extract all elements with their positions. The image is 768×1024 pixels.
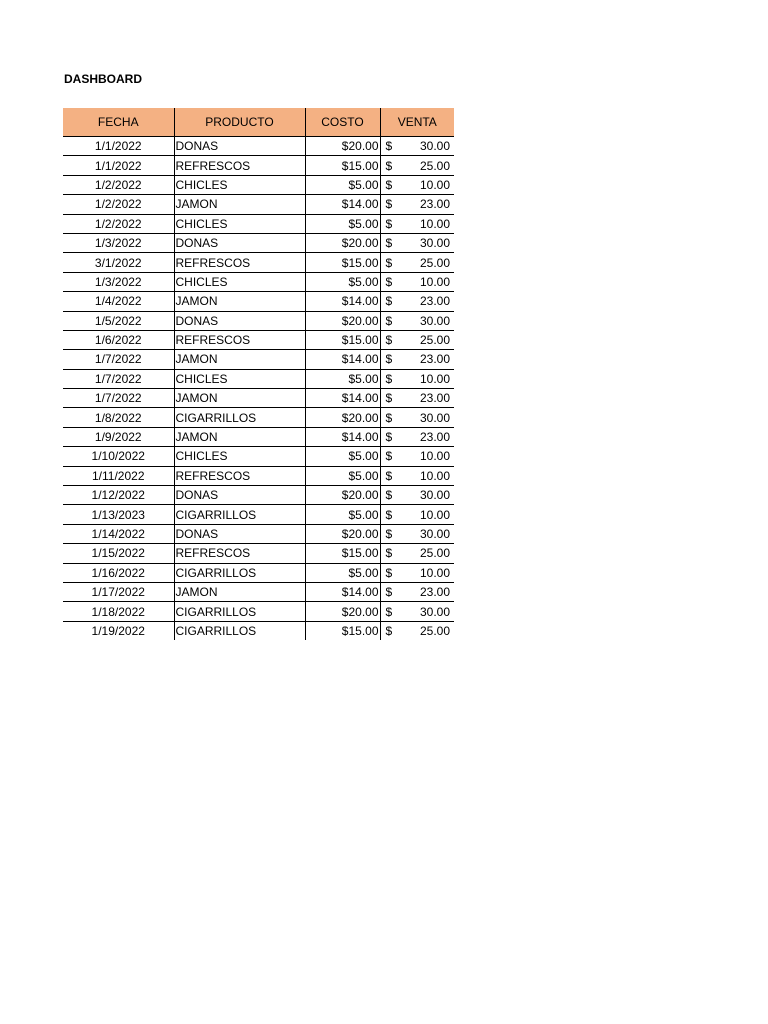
cell-costo[interactable]: $5.00 [305,175,380,194]
header-venta[interactable]: VENTA [380,108,454,137]
currency-symbol: $ [385,177,393,192]
currency-symbol: $ [385,527,393,541]
venta-amount: 30.00 [419,236,450,251]
cell-fecha[interactable]: 1/19/2022 [63,621,174,640]
currency-symbol: $ [385,585,393,600]
cell-producto[interactable]: DONAS [174,486,305,505]
table-row [63,466,454,485]
cell-producto[interactable]: REFRESCOS [174,330,305,349]
cell-venta[interactable] [380,272,454,291]
cell-producto[interactable]: JAMON [174,195,305,214]
currency-symbol: $ [385,604,393,619]
cell-venta[interactable] [380,330,454,349]
table-row [63,272,454,291]
venta-amount: 30.00 [419,527,450,541]
venta-value [386,312,451,330]
cell-producto[interactable]: CIGARRILLOS [174,408,305,427]
cell-producto[interactable]: CIGARRILLOS [174,621,305,640]
venta-value [386,292,451,310]
table-row [63,330,454,349]
venta-amount: 10.00 [419,449,450,464]
cell-producto[interactable]: DONAS [174,233,305,252]
venta-value [386,564,451,582]
cell-costo[interactable]: $14.00 [305,389,380,408]
table-row [63,137,454,156]
cell-fecha[interactable]: 1/7/2022 [63,350,174,369]
cell-venta[interactable] [380,369,454,388]
venta-value [386,137,451,155]
currency-symbol: $ [385,197,393,212]
cell-costo[interactable]: $20.00 [305,602,380,621]
venta-value [386,506,451,524]
table-row [63,582,454,601]
table-row [63,505,454,524]
venta-amount: 10.00 [419,468,450,483]
currency-symbol: $ [385,507,393,522]
cell-costo[interactable]: $20.00 [305,311,380,330]
venta-value [386,428,451,446]
venta-value [386,234,451,252]
table-row [63,486,454,505]
cell-producto[interactable]: CHICLES [174,447,305,466]
currency-symbol: $ [385,216,393,231]
currency-symbol: $ [385,468,393,483]
cell-fecha[interactable]: 1/6/2022 [63,330,174,349]
cell-venta[interactable] [380,544,454,563]
cell-costo[interactable]: $15.00 [305,253,380,272]
cell-fecha[interactable]: 1/16/2022 [63,563,174,582]
cell-fecha[interactable]: 1/18/2022 [63,602,174,621]
venta-value [386,350,451,368]
currency-symbol: $ [385,139,393,154]
table-row [63,175,454,194]
venta-value [386,583,451,601]
venta-amount: 23.00 [419,391,450,406]
cell-venta[interactable] [380,137,454,156]
cell-fecha[interactable]: 1/17/2022 [63,582,174,601]
cell-costo[interactable]: $15.00 [305,156,380,175]
sales-table [63,108,454,640]
venta-amount: 25.00 [419,255,450,270]
sheet-title: DASHBOARD [64,72,142,86]
cell-producto[interactable]: JAMON [174,427,305,446]
cell-producto[interactable]: CIGARRILLOS [174,602,305,621]
venta-value [386,409,451,427]
cell-producto[interactable]: CHICLES [174,175,305,194]
cell-fecha[interactable]: 1/7/2022 [63,369,174,388]
cell-venta[interactable] [380,175,454,194]
cell-venta[interactable] [380,486,454,505]
currency-symbol: $ [385,255,393,270]
cell-venta[interactable] [380,447,454,466]
cell-venta[interactable] [380,408,454,427]
venta-value [386,273,451,291]
cell-producto[interactable]: CHICLES [174,214,305,233]
cell-fecha[interactable]: 3/1/2022 [63,253,174,272]
table-row [63,524,454,543]
table-body [63,137,454,641]
header-costo[interactable]: COSTO [305,108,380,137]
currency-symbol: $ [385,333,393,348]
cell-fecha[interactable]: 1/2/2022 [63,214,174,233]
cell-fecha[interactable]: 1/14/2022 [63,524,174,543]
venta-amount: 23.00 [419,197,450,212]
cell-producto[interactable]: DONAS [174,524,305,543]
table-row [63,602,454,621]
cell-costo[interactable]: $14.00 [305,292,380,311]
cell-producto[interactable]: CIGARRILLOS [174,505,305,524]
venta-amount: 23.00 [419,585,450,600]
currency-symbol: $ [385,274,393,289]
venta-amount: 10.00 [419,371,450,386]
currency-symbol: $ [385,449,393,464]
venta-amount: 25.00 [419,546,450,561]
cell-fecha[interactable]: 1/12/2022 [63,486,174,505]
venta-amount: 23.00 [419,430,450,445]
table-row [63,311,454,330]
cell-fecha[interactable]: 1/4/2022 [63,292,174,311]
cell-fecha[interactable]: 1/3/2022 [63,272,174,291]
currency-symbol: $ [385,158,393,173]
cell-producto[interactable]: REFRESCOS [174,544,305,563]
cell-costo[interactable]: $15.00 [305,621,380,640]
cell-venta[interactable] [380,214,454,233]
cell-producto[interactable]: CHICLES [174,272,305,291]
cell-fecha[interactable]: 1/1/2022 [63,156,174,175]
cell-costo[interactable]: $5.00 [305,466,380,485]
table-row [63,389,454,408]
venta-value [386,215,451,233]
currency-symbol: $ [385,391,393,406]
cell-producto[interactable]: DONAS [174,311,305,330]
venta-value [386,486,451,504]
cell-producto[interactable]: REFRESCOS [174,253,305,272]
venta-value [386,176,451,194]
table-row [63,563,454,582]
cell-venta[interactable] [380,292,454,311]
venta-value [386,525,451,543]
currency-symbol: $ [385,294,393,309]
currency-symbol: $ [385,430,393,445]
table-row [63,233,454,252]
table-row [63,427,454,446]
currency-symbol: $ [385,546,393,561]
cell-producto[interactable]: CIGARRILLOS [174,563,305,582]
cell-venta[interactable] [380,233,454,252]
cell-costo[interactable]: $14.00 [305,195,380,214]
cell-fecha[interactable]: 1/1/2022 [63,137,174,156]
venta-amount: 30.00 [419,313,450,328]
cell-venta[interactable] [380,195,454,214]
venta-value [386,467,451,485]
venta-amount: 10.00 [419,216,450,231]
cell-venta[interactable] [380,505,454,524]
cell-producto[interactable]: CHICLES [174,369,305,388]
table-row [63,408,454,427]
currency-symbol: $ [385,371,393,386]
cell-producto[interactable]: REFRESCOS [174,156,305,175]
cell-costo[interactable]: $14.00 [305,582,380,601]
cell-venta[interactable] [380,156,454,175]
venta-amount: 23.00 [419,294,450,309]
table-row [63,253,454,272]
cell-costo[interactable]: $5.00 [305,214,380,233]
currency-symbol: $ [385,488,393,503]
cell-costo[interactable]: $5.00 [305,272,380,291]
cell-producto[interactable]: JAMON [174,350,305,369]
venta-amount: 10.00 [419,507,450,522]
venta-amount: 25.00 [419,623,450,638]
cell-venta[interactable] [380,524,454,543]
venta-amount: 25.00 [419,158,450,173]
venta-amount: 23.00 [419,352,450,367]
cell-fecha[interactable]: 1/3/2022 [63,233,174,252]
table-row [63,350,454,369]
cell-producto[interactable]: REFRESCOS [174,466,305,485]
header-producto[interactable]: PRODUCTO [174,108,305,137]
venta-amount: 30.00 [419,410,450,425]
cell-costo[interactable]: $20.00 [305,486,380,505]
venta-value [386,195,451,213]
venta-value [386,389,451,407]
cell-fecha[interactable]: 1/11/2022 [63,466,174,485]
cell-venta[interactable] [380,427,454,446]
venta-amount: 30.00 [419,488,450,503]
venta-amount: 10.00 [419,565,450,580]
cell-producto[interactable]: JAMON [174,389,305,408]
venta-amount: 10.00 [419,177,450,192]
currency-symbol: $ [385,623,393,638]
venta-value [386,370,451,388]
header-fecha[interactable]: FECHA [63,108,174,137]
cell-costo[interactable]: $15.00 [305,330,380,349]
venta-amount: 25.00 [419,333,450,348]
cell-costo[interactable]: $5.00 [305,505,380,524]
cell-venta[interactable] [380,466,454,485]
table-row [63,195,454,214]
venta-value [386,157,451,175]
cell-venta[interactable] [380,311,454,330]
cell-fecha[interactable]: 1/8/2022 [63,408,174,427]
cell-fecha[interactable]: 1/2/2022 [63,195,174,214]
table-row [63,544,454,563]
cell-fecha[interactable]: 1/2/2022 [63,175,174,194]
table-row [63,214,454,233]
cell-venta[interactable] [380,621,454,640]
cell-costo[interactable]: $20.00 [305,137,380,156]
cell-costo[interactable]: $20.00 [305,233,380,252]
cell-costo[interactable]: $5.00 [305,369,380,388]
currency-symbol: $ [385,236,393,251]
cell-producto[interactable]: DONAS [174,137,305,156]
cell-fecha[interactable]: 1/7/2022 [63,389,174,408]
cell-fecha[interactable]: 1/13/2023 [63,505,174,524]
cell-costo[interactable]: $5.00 [305,563,380,582]
venta-amount: 30.00 [419,604,450,619]
table-row [63,369,454,388]
table-row [63,292,454,311]
cell-producto[interactable]: JAMON [174,582,305,601]
currency-symbol: $ [385,352,393,367]
venta-value [386,331,451,349]
venta-value [386,544,451,562]
venta-amount: 30.00 [419,139,450,154]
cell-producto[interactable]: JAMON [174,292,305,311]
cell-venta[interactable] [380,389,454,408]
venta-value [386,254,451,272]
venta-value [386,622,451,640]
table-row [63,621,454,640]
cell-venta[interactable] [380,253,454,272]
table-row [63,447,454,466]
table-row [63,156,454,175]
cell-fecha[interactable]: 1/10/2022 [63,447,174,466]
venta-value [386,447,451,465]
cell-fecha[interactable]: 1/9/2022 [63,427,174,446]
header-row [63,108,454,137]
cell-costo[interactable]: $20.00 [305,524,380,543]
cell-costo[interactable]: $14.00 [305,350,380,369]
cell-fecha[interactable]: 1/15/2022 [63,544,174,563]
cell-venta[interactable] [380,602,454,621]
cell-venta[interactable] [380,582,454,601]
cell-venta[interactable] [380,350,454,369]
currency-symbol: $ [385,313,393,328]
cell-fecha[interactable]: 1/5/2022 [63,311,174,330]
currency-symbol: $ [385,565,393,580]
cell-costo[interactable]: $15.00 [305,544,380,563]
venta-amount: 10.00 [419,274,450,289]
cell-costo[interactable]: $14.00 [305,427,380,446]
cell-venta[interactable] [380,563,454,582]
currency-symbol: $ [385,410,393,425]
cell-costo[interactable]: $20.00 [305,408,380,427]
venta-value [386,603,451,621]
cell-costo[interactable]: $5.00 [305,447,380,466]
